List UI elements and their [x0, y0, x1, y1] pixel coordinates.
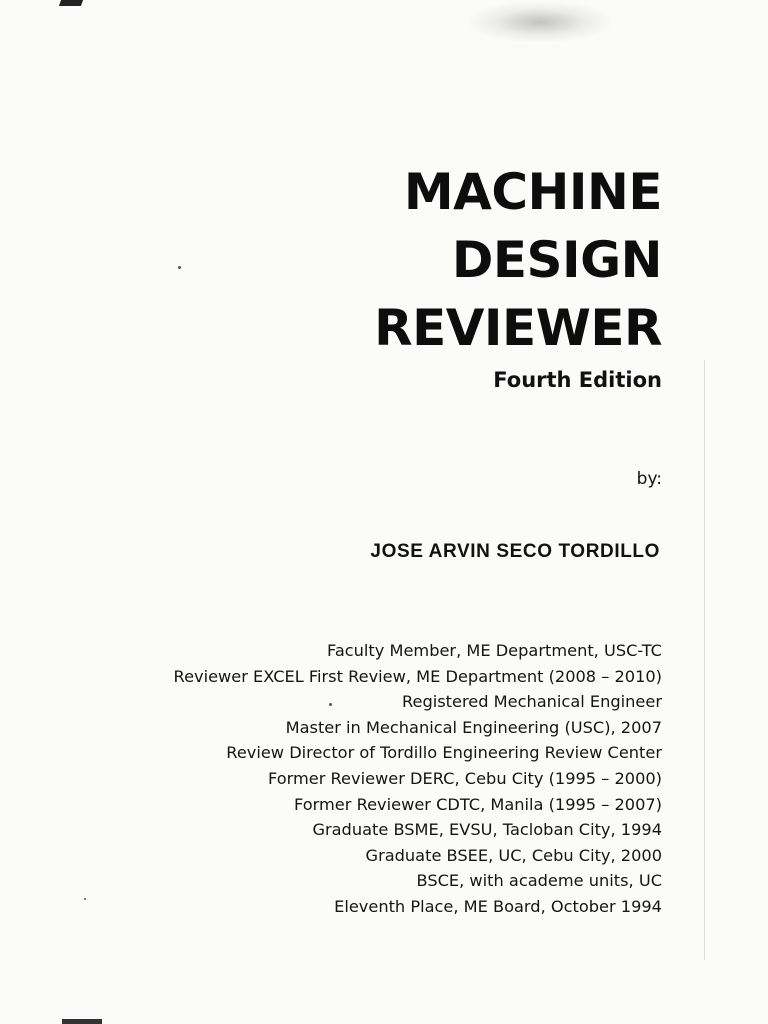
page-edge-line: [704, 360, 705, 960]
scan-corner-mark: [59, 0, 83, 6]
book-title: [374, 158, 662, 362]
book-title-line: MACHINE: [403, 163, 662, 221]
credential-item: Reviewer EXCEL First Review, ME Department (2008 – 2010): [173, 666, 662, 686]
credential-item: BSCE, with academe units, UC: [416, 871, 662, 891]
author-name: JOSE ARVIN SECO TORDILLO: [370, 541, 660, 562]
scan-speck: [178, 266, 181, 269]
credential-item: Former Reviewer CDTC, Manila (1995 – 2007): [294, 794, 662, 814]
credential-item: Master in Mechanical Engineering (USC), 2007: [285, 717, 662, 737]
author-credentials: [174, 638, 662, 920]
credential-item: Former Reviewer DERC, Cebu City (1995 – 2000): [268, 768, 662, 788]
book-title-line: REVIEWER: [374, 299, 662, 357]
credential-item: Eleventh Place, ME Board, October 1994: [334, 896, 662, 916]
credential-item: Registered Mechanical Engineer: [402, 692, 662, 712]
credential-item: Graduate BSEE, UC, Cebu City, 2000: [365, 845, 662, 865]
credential-item: Faculty Member, ME Department, USC-TC: [327, 641, 662, 660]
scan-smudge: [470, 2, 610, 42]
by-label: by:: [636, 469, 662, 489]
credential-item: Graduate BSME, EVSU, Tacloban City, 1994: [312, 820, 662, 840]
edition-label: Fourth Edition: [493, 368, 662, 392]
scan-speck: [84, 898, 86, 900]
credential-item: Review Director of Tordillo Engineering Review Center: [226, 743, 662, 763]
book-title-line: DESIGN: [451, 231, 662, 289]
scan-corner-mark: [62, 1019, 102, 1024]
